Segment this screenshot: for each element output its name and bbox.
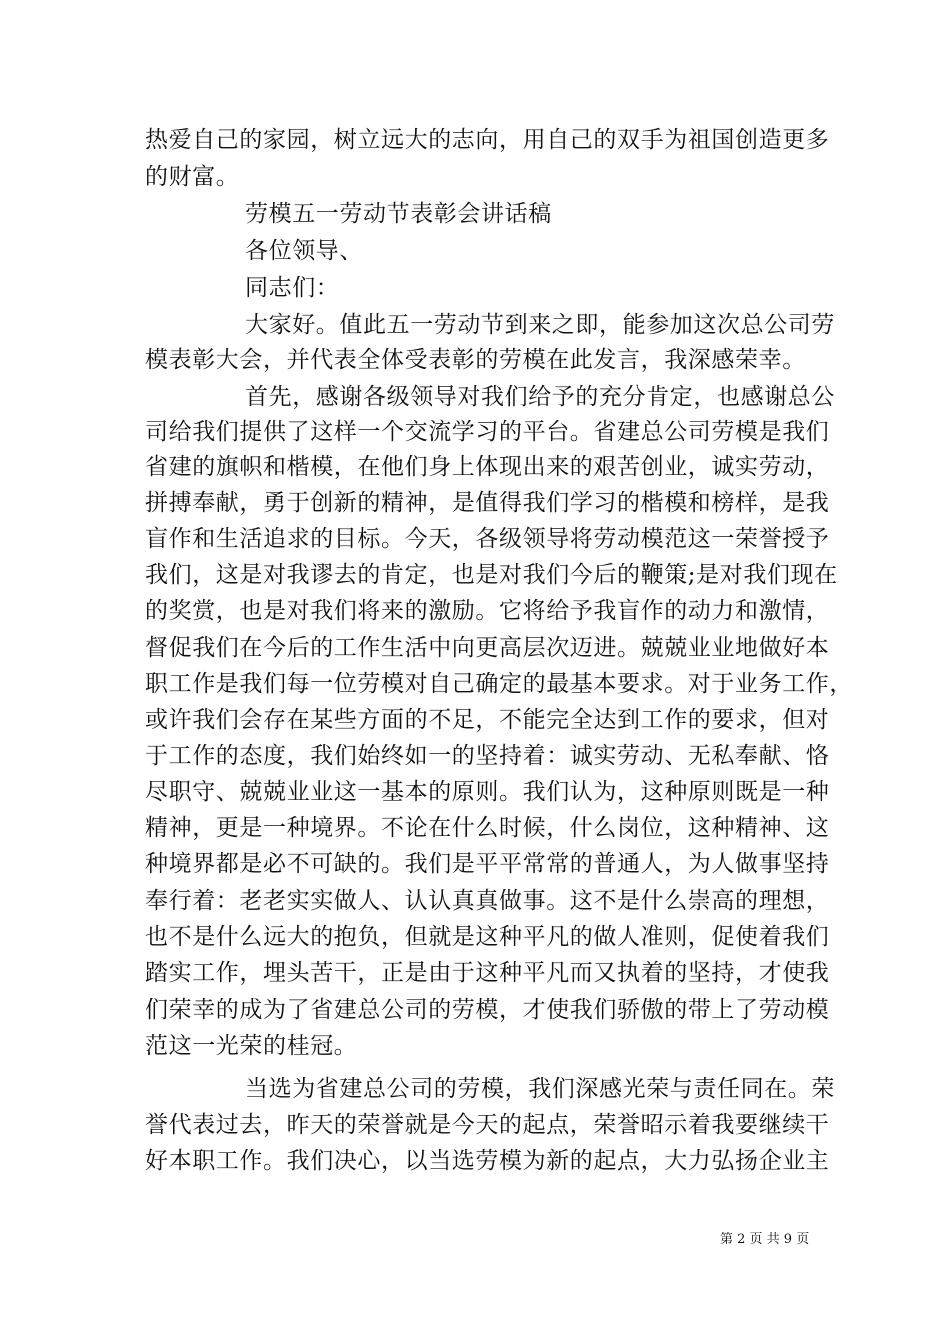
text-line: 于工作的态度，我们始终如一的坚持着：诚实劳动、无私奉献、恪	[145, 743, 830, 769]
paragraph-start: 当选为省建总公司的劳模，我们深感光荣与责任同在。荣	[245, 1076, 835, 1102]
text-line: 誉代表过去，昨天的荣誉就是今天的起点，荣誉昭示着我要继续干	[145, 1112, 830, 1138]
text-line: 种境界都是必不可缺的。我们是平平常常的普通人，为人做事坚持	[145, 851, 830, 877]
text-line: 范这一光荣的桂冠。	[145, 1033, 358, 1059]
text-line: 的奖赏，也是对我们将来的激励。它将给予我盲作的动力和激情，	[145, 598, 830, 624]
text-line: 热爱自己的家园，树立远大的志向，用自己的双手为祖国创造更多	[145, 127, 830, 153]
text-line: 精神，更是一种境界。不论在什么时候，什么岗位，这种精神、这	[145, 815, 830, 841]
text-line: 拼搏奉献，勇于创新的精神，是值得我们学习的楷模和榜样，是我	[145, 490, 830, 516]
text-line: 也不是什么远大的抱负，但就是这种平凡的做人准则，促使着我们	[145, 924, 830, 950]
text-line: 或许我们会存在某些方面的不足，不能完全达到工作的要求，但对	[145, 707, 830, 733]
text-line: 的财富。	[145, 164, 240, 190]
text-line: 我们，这是对我谬去的肯定，也是对我们今后的鞭策;是对我们现在	[145, 562, 838, 588]
salutation-line: 同志们：	[245, 275, 340, 301]
text-line: 奉行着：老老实实做人、认认真真做事。这不是什么崇高的理想，	[145, 888, 830, 914]
text-line: 盲作和生活追求的目标。今天，各级领导将劳动模范这一荣誉授予	[145, 526, 830, 552]
text-line: 省建的旗帜和楷模，在他们身上体现出来的艰苦创业，诚实劳动，	[145, 454, 830, 480]
text-line: 督促我们在今后的工作生活中向更高层次迈进。兢兢业业地做好本	[145, 635, 830, 661]
text-line: 模表彰大会，并代表全体受表彰的劳模在此发言，我深感荣幸。	[145, 347, 806, 373]
paragraph-start: 大家好。值此五一劳动节到来之即，能参加这次总公司劳	[245, 312, 835, 338]
text-line: 司给我们提供了这样一个交流学习的平台。省建总公司劳模是我们	[145, 419, 830, 445]
text-line: 好本职工作。我们决心，以当选劳模为新的起点，大力弘扬企业主	[145, 1148, 830, 1174]
text-line: 踏实工作，埋头苦干，正是由于这种平凡而又执着的坚持，才使我	[145, 960, 830, 986]
text-line: 尽职守、兢兢业业这一基本的原则。我们认为，这种原则既是一种	[145, 779, 830, 805]
paragraph-start: 首先，感谢各级领导对我们给予的充分肯定，也感谢总公	[245, 384, 835, 410]
page-number: 第 2 页 共 9 页	[720, 1232, 810, 1247]
text-line: 们荣幸的成为了省建总公司的劳模，才使我们骄傲的带上了劳动模	[145, 997, 830, 1023]
text-line: 职工作是我们每一位劳模对自己确定的最基本要求。对于业务工作，	[145, 671, 853, 697]
salutation-line: 各位领导、	[245, 238, 363, 264]
speech-title: 劳模五一劳动节表彰会讲话稿	[245, 201, 552, 227]
